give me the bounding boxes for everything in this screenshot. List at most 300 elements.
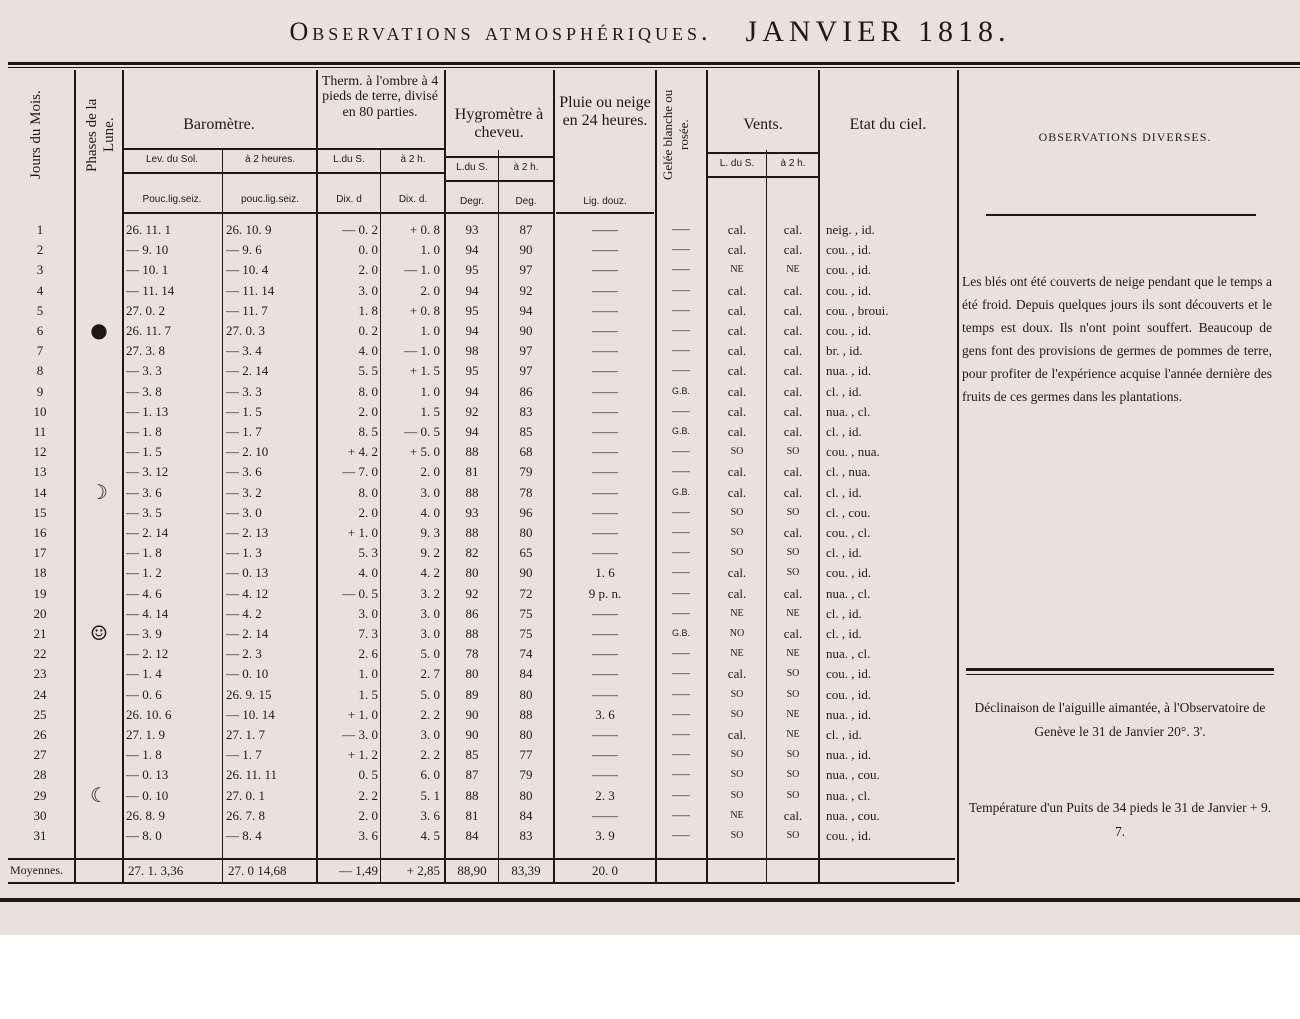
cell-h2: 80	[519, 525, 533, 540]
cell-v2: cal.	[783, 424, 803, 439]
cell-b1: — 2. 14	[126, 525, 169, 540]
cell-p: ——	[592, 767, 618, 783]
cell-g: ——	[672, 405, 690, 416]
title-left: Observations atmosphériques.	[289, 17, 712, 46]
cell-v1: SO	[730, 547, 744, 559]
cell-b1: — 3. 6	[126, 484, 162, 500]
cell-b1: — 0. 6	[126, 686, 162, 702]
cell-d: 19	[33, 585, 47, 601]
cell-d: 11	[33, 424, 47, 439]
cell-b1: — 8. 0	[126, 828, 162, 843]
cell-v2: SO	[786, 668, 800, 680]
cell-t2: 5. 1	[420, 787, 440, 803]
cell-b2: — 3. 4	[226, 343, 262, 359]
cell-b2: — 3. 3	[226, 383, 262, 399]
col-line	[122, 70, 124, 882]
header-rule	[446, 212, 553, 214]
header-vents: Vents.	[743, 116, 783, 133]
cell-v1: NO	[729, 628, 745, 639]
cell-d: 28	[33, 767, 47, 783]
cell-h2: 97	[519, 363, 533, 379]
cell-b2: — 2. 10	[226, 444, 269, 460]
title-right: JANVIER 1818.	[745, 15, 1011, 48]
last-quarter-icon: ☾	[90, 782, 108, 807]
cell-v2: NE	[786, 264, 800, 276]
cell-t2: 2. 0	[420, 464, 440, 480]
cell-t2: 3. 6	[420, 807, 440, 823]
cell-b2: — 1. 5	[226, 403, 262, 419]
cell-e: cou. , id.	[826, 323, 872, 338]
cell-b2: — 4. 12	[226, 585, 269, 601]
first-quarter-icon: ☽	[90, 479, 108, 504]
cell-v1: cal.	[727, 585, 747, 601]
cell-h2: 97	[519, 343, 533, 359]
cell-p: ——	[592, 363, 618, 379]
cell-d: 21	[33, 626, 47, 641]
cell-t1: + 1. 2	[347, 747, 378, 763]
observations-paragraph: Les blés ont été couverts de neige pendant que le temps a été froid. Depuis quelques jours ils sont découverts et le temps est doux. Ils n'ont point souffert. Beaucoup de gens font des provisions de germes de pommes de terre, pour profiter de l'expérience acquise l'année dernière des fruits de ces germes dans les plantations.	[962, 274, 1272, 404]
cell-v1: cal.	[727, 484, 747, 500]
cell-h1: 82	[465, 545, 479, 561]
cell-b2: — 0. 13	[226, 565, 269, 581]
hygro-sub-1: L.du S.	[456, 162, 488, 173]
cell-h2: 75	[519, 605, 533, 621]
cell-v2: SO	[786, 547, 800, 559]
cell-t1: 1. 5	[358, 686, 378, 702]
cell-v2: SO	[786, 830, 800, 841]
cell-h1: 94	[465, 383, 479, 399]
cell-t2: 1. 0	[420, 383, 440, 399]
cell-b2: — 1. 7	[226, 424, 262, 439]
cell-d: 20	[33, 605, 47, 621]
cell-b2: — 11. 14	[226, 282, 275, 298]
cell-h1: 88	[465, 444, 479, 460]
cell-d: 29	[33, 787, 47, 803]
moyennes-b2: 27. 0 14,68	[228, 863, 287, 878]
cell-e: cou. , id.	[826, 686, 872, 702]
cell-v1: SO	[730, 708, 744, 720]
cell-h2: 88	[519, 706, 533, 722]
cell-e: nua. , id.	[826, 706, 872, 722]
cell-g: G.B.	[671, 385, 690, 396]
cell-h1: 84	[465, 828, 479, 843]
cell-g: ——	[672, 264, 690, 275]
cell-d: 12	[33, 444, 47, 460]
cell-p: ——	[592, 464, 618, 480]
cell-v2: SO	[786, 506, 800, 518]
cell-t2: — 1. 0	[404, 343, 440, 359]
cell-t2: 2. 2	[420, 747, 440, 763]
cell-b1: — 1. 4	[126, 666, 162, 682]
cell-e: cou. , id.	[826, 282, 872, 298]
cell-b2: 26. 9. 15	[226, 686, 272, 702]
cell-v1: cal.	[727, 383, 747, 399]
cell-e: cou. , id.	[826, 565, 872, 581]
cell-p: ——	[592, 323, 618, 338]
cell-e: cou. , id.	[826, 828, 872, 843]
cell-t2: 4. 0	[420, 504, 440, 520]
cell-t2: 1. 0	[420, 323, 440, 338]
cell-p: ——	[592, 343, 618, 359]
cell-h2: 72	[519, 585, 533, 601]
cell-e: cou. , id.	[826, 666, 872, 682]
cell-d: 2	[36, 242, 44, 258]
cell-p: ——	[592, 626, 618, 641]
header-rule	[446, 180, 553, 182]
cell-v1: SO	[730, 789, 744, 801]
cell-t2: + 5. 0	[409, 444, 440, 460]
cell-g: ——	[672, 708, 690, 719]
cell-p: ——	[592, 383, 618, 399]
cell-v2: SO	[786, 567, 800, 579]
cell-b1: — 11. 14	[126, 282, 175, 298]
cell-h1: 80	[465, 565, 479, 581]
cell-e: cl. , id.	[826, 383, 862, 399]
top-rule	[8, 62, 1300, 65]
cell-p: ——	[592, 686, 618, 702]
cell-b1: — 0. 13	[126, 767, 169, 783]
cell-d: 3	[36, 262, 44, 278]
header-pluie: Pluie ou neige en 24 heures.	[559, 94, 651, 129]
cell-p: ——	[592, 727, 618, 742]
cell-h1: 88	[465, 787, 479, 803]
cell-t2: 3. 0	[420, 626, 440, 641]
cell-g: ——	[672, 325, 690, 335]
cell-e: cl. , id.	[826, 626, 862, 641]
cell-g: ——	[672, 749, 690, 760]
header-rule	[318, 172, 444, 174]
therm-sub-1: L.du S.	[333, 154, 365, 165]
moyennes-label: Moyennes.	[10, 863, 63, 877]
cell-p: ——	[592, 302, 618, 318]
cell-h1: 94	[465, 282, 479, 298]
cell-h2: 90	[519, 565, 533, 581]
cell-t1: 1. 0	[358, 666, 378, 682]
cell-h1: 93	[465, 222, 479, 237]
cell-v1: cal.	[727, 282, 747, 298]
cell-v2: cal.	[783, 585, 803, 601]
cell-h2: 75	[519, 626, 533, 641]
cell-g: ——	[672, 527, 690, 537]
cell-v1: SO	[730, 688, 744, 700]
cell-t1: + 1. 0	[347, 706, 378, 722]
cell-v1: SO	[730, 446, 744, 458]
cell-b1: 27. 1. 9	[126, 727, 165, 742]
cell-b1: — 3. 12	[126, 464, 169, 480]
header-phases: Phases de la Lune.	[84, 98, 117, 172]
cell-p: ——	[592, 646, 618, 662]
cell-d: 6	[36, 323, 44, 338]
cell-h1: 94	[465, 424, 479, 439]
cell-v2: SO	[786, 789, 800, 801]
header-rule	[124, 212, 316, 214]
cell-b1: — 10. 1	[126, 262, 169, 278]
col-line	[957, 70, 959, 882]
cell-b1: 26. 8. 9	[126, 807, 165, 823]
cell-h2: 80	[519, 787, 533, 803]
cell-b2: — 2. 13	[226, 525, 269, 540]
cell-t1: 2. 0	[358, 403, 378, 419]
cell-t2: — 1. 0	[404, 262, 440, 278]
moyennes-t1: — 1,49	[339, 863, 378, 878]
cell-b2: 27. 0. 3	[226, 323, 265, 338]
cell-t1: 5. 5	[358, 363, 378, 379]
pluie-unit: Lig. douz.	[583, 196, 627, 207]
baro-sub-1: Lev. du Sol.	[145, 154, 199, 165]
moyennes-pluie: 20. 0	[592, 863, 618, 878]
cell-b1: — 4. 14	[126, 605, 169, 621]
cell-d: 9	[36, 383, 44, 399]
cell-g: ——	[672, 607, 690, 618]
cell-e: nua. , cou.	[826, 767, 880, 783]
cell-v2: cal.	[783, 282, 803, 298]
cell-d: 7	[36, 343, 44, 359]
cell-v2: SO	[786, 446, 800, 458]
cell-h1: 81	[465, 464, 479, 480]
cell-g: G.B.	[671, 486, 690, 497]
cell-t1: 3. 6	[358, 828, 378, 843]
cell-v2: cal.	[783, 626, 803, 641]
cell-t2: — 0. 5	[404, 424, 440, 439]
cell-v2: cal.	[783, 222, 803, 237]
cell-b2: 27. 1. 7	[226, 727, 265, 742]
col-line	[553, 70, 555, 882]
cell-b2: — 1. 7	[226, 747, 262, 763]
cell-t1: 4. 0	[358, 565, 378, 581]
cell-d: 1	[36, 222, 44, 237]
cell-e: cou. , id.	[826, 242, 872, 258]
cell-v1: SO	[730, 830, 744, 841]
vents-sub-1: L. du S.	[719, 158, 755, 169]
cell-d: 5	[36, 302, 44, 318]
cell-t1: — 0. 5	[342, 585, 378, 601]
cell-e: cou. , cl.	[826, 525, 871, 540]
cell-e: cl. , id.	[826, 605, 862, 621]
cell-b1: — 1. 8	[126, 747, 162, 763]
cell-t1: 0. 0	[358, 242, 378, 258]
cell-v1: cal.	[727, 242, 747, 258]
cell-h1: 98	[465, 343, 479, 359]
col-subline	[222, 150, 223, 882]
cell-h2: 86	[519, 383, 533, 399]
cell-e: cl. , id.	[826, 424, 862, 439]
col-line	[74, 70, 76, 882]
cell-v1: SO	[730, 527, 744, 538]
cell-g: ——	[672, 729, 690, 739]
cell-h2: 68	[519, 444, 533, 460]
header-barometre: Baromètre.	[183, 116, 255, 133]
cell-b1: — 2. 12	[126, 646, 169, 662]
cell-p: ——	[592, 545, 618, 561]
cell-t2: + 1. 5	[409, 363, 440, 379]
cell-v2: SO	[786, 688, 800, 700]
cell-t1: 7. 3	[358, 626, 378, 641]
cell-t1: 1. 8	[358, 302, 378, 318]
cell-h1: 85	[465, 747, 479, 763]
cell-t1: 8. 5	[358, 424, 378, 439]
cell-t1: 0. 5	[358, 767, 378, 783]
therm-unit-1: Dix. d	[336, 194, 362, 205]
cell-p: 3. 6	[595, 706, 615, 722]
cell-p: ——	[592, 222, 618, 237]
cell-h2: 83	[519, 828, 533, 843]
observations-rule-thin	[966, 674, 1274, 675]
cell-g: ——	[672, 224, 690, 234]
cell-b1: 27. 3. 8	[126, 343, 165, 359]
cell-t2: 2. 7	[420, 666, 440, 682]
hygro-unit-1: Degr.	[460, 196, 484, 207]
cell-p: ——	[592, 807, 618, 823]
cell-p: ——	[592, 747, 618, 763]
cell-b2: — 4. 2	[226, 605, 262, 621]
cell-p: ——	[592, 242, 618, 258]
header-observations: OBSERVATIONS DIVERSES.	[1038, 130, 1212, 144]
full-moon-icon: ☺	[90, 621, 108, 645]
cell-b2: — 2. 3	[226, 646, 262, 662]
top-rule-thin	[8, 67, 1300, 68]
baro-unit-2: pouc.lig.seiz.	[241, 194, 299, 205]
cell-h2: 79	[519, 767, 533, 783]
cell-e: nua. , cl.	[826, 585, 871, 601]
cell-t2: 5. 0	[420, 646, 440, 662]
cell-g: ——	[672, 244, 690, 255]
cell-g: ——	[672, 446, 690, 457]
cell-p: ——	[592, 282, 618, 298]
col-line	[818, 70, 820, 882]
cell-h1: 89	[465, 686, 479, 702]
cell-h2: 80	[519, 727, 533, 742]
cell-e: neig. , id.	[826, 222, 875, 237]
cell-p: ——	[592, 525, 618, 540]
cell-e: nua. , id.	[826, 747, 872, 763]
cell-t2: 3. 2	[420, 585, 440, 601]
cell-v2: cal.	[783, 343, 803, 359]
cell-v2: cal.	[783, 302, 803, 318]
cell-v2: SO	[786, 769, 800, 781]
cell-b1: 26. 11. 7	[126, 323, 172, 338]
cell-b2: — 3. 6	[226, 464, 262, 480]
cell-v1: cal.	[727, 464, 747, 480]
cell-g: ——	[672, 567, 690, 578]
cell-b2: — 10. 14	[226, 706, 275, 722]
bottom-rule	[0, 898, 1300, 902]
cell-h2: 78	[519, 484, 533, 500]
cell-h2: 84	[519, 666, 533, 682]
cell-v2: cal.	[783, 363, 803, 379]
cell-v1: cal.	[727, 222, 747, 237]
cell-h2: 77	[519, 747, 533, 763]
cell-d: 13	[33, 464, 47, 480]
cell-t1: 8. 0	[358, 484, 378, 500]
therm-sub-2: à 2 h.	[400, 154, 426, 165]
cell-d: 27	[33, 747, 47, 763]
cell-v2: cal.	[783, 383, 803, 399]
cell-t2: 4. 2	[420, 565, 440, 581]
cell-p: ——	[592, 403, 618, 419]
cell-b1: — 1. 8	[126, 424, 162, 439]
cell-t2: 2. 2	[420, 706, 440, 722]
cell-b2: — 1. 3	[226, 545, 262, 561]
cell-v2: cal.	[783, 323, 803, 338]
cell-b2: — 3. 2	[226, 484, 262, 500]
col-subline	[498, 150, 499, 882]
cell-h1: 80	[465, 666, 479, 682]
header-rule	[986, 214, 1256, 216]
cell-b1: — 1. 13	[126, 403, 169, 419]
cell-d: 18	[33, 565, 47, 581]
header-rule	[708, 176, 818, 178]
cell-h2: 87	[519, 222, 533, 237]
cell-v1: SO	[730, 769, 744, 781]
cell-t2: 4. 5	[420, 828, 440, 843]
cell-g: ——	[672, 587, 690, 598]
cell-v1: cal.	[727, 565, 747, 581]
cell-p: 1. 6	[595, 565, 615, 581]
cell-p: ——	[592, 504, 618, 520]
cell-e: cou. , nua.	[826, 444, 880, 460]
cell-d: 26	[33, 727, 47, 742]
cell-g: ——	[672, 547, 690, 558]
cell-t1: — 0. 2	[342, 222, 378, 237]
cell-e: cou. , broui.	[826, 302, 889, 318]
cell-v1: NE	[730, 607, 744, 619]
cell-t2: 1. 0	[420, 242, 440, 258]
baro-unit-1: Pouc.lig.seiz.	[142, 194, 202, 205]
cell-b1: — 3. 3	[126, 363, 162, 379]
cell-h2: 74	[519, 646, 533, 662]
cell-h2: 94	[519, 302, 533, 318]
cell-h1: 88	[465, 525, 479, 540]
cell-h2: 79	[519, 464, 533, 480]
cell-e: cl. , cou.	[826, 504, 871, 520]
page-margin	[0, 935, 1300, 1019]
cell-t1: 3. 0	[358, 282, 378, 298]
cell-t1: 2. 6	[358, 646, 378, 662]
hygro-sub-2: à 2 h.	[513, 162, 539, 173]
cell-h1: 95	[465, 262, 479, 278]
cell-d: 24	[33, 686, 47, 702]
cell-v1: cal.	[727, 323, 747, 338]
cell-v2: cal.	[783, 464, 803, 480]
cell-v1: cal.	[727, 403, 747, 419]
cell-b2: 26. 11. 11	[226, 767, 278, 783]
new-moon-icon: ●	[90, 318, 108, 342]
cell-h2: 96	[519, 504, 533, 520]
cell-v2: cal.	[783, 484, 803, 500]
cell-v1: SO	[730, 749, 744, 761]
cell-t2: + 0. 8	[409, 222, 440, 237]
cell-p: ——	[592, 262, 618, 278]
header-rule	[124, 148, 316, 150]
cell-t2: 9. 3	[420, 525, 440, 540]
cell-h2: 90	[519, 323, 533, 338]
cell-h1: 95	[465, 363, 479, 379]
header-etat: Etat du ciel.	[849, 116, 927, 133]
cell-h2: 97	[519, 262, 533, 278]
cell-v1: cal.	[727, 343, 747, 359]
cell-g: ——	[672, 466, 690, 477]
cell-v1: cal.	[727, 666, 747, 682]
cell-h1: 90	[465, 706, 479, 722]
cell-h1: 78	[465, 646, 479, 662]
cell-d: 30	[33, 807, 47, 823]
header-rule	[556, 212, 654, 214]
cell-v2: NE	[786, 729, 800, 740]
cell-t2: 3. 0	[420, 484, 440, 500]
declinaison-note: Déclinaison de l'aiguille aimantée, à l'Observatoire de Genève le 31 de Janvier 20°. 3'.	[974, 700, 1266, 739]
cell-g: ——	[672, 789, 690, 800]
cell-e: cl. , id.	[826, 545, 862, 561]
